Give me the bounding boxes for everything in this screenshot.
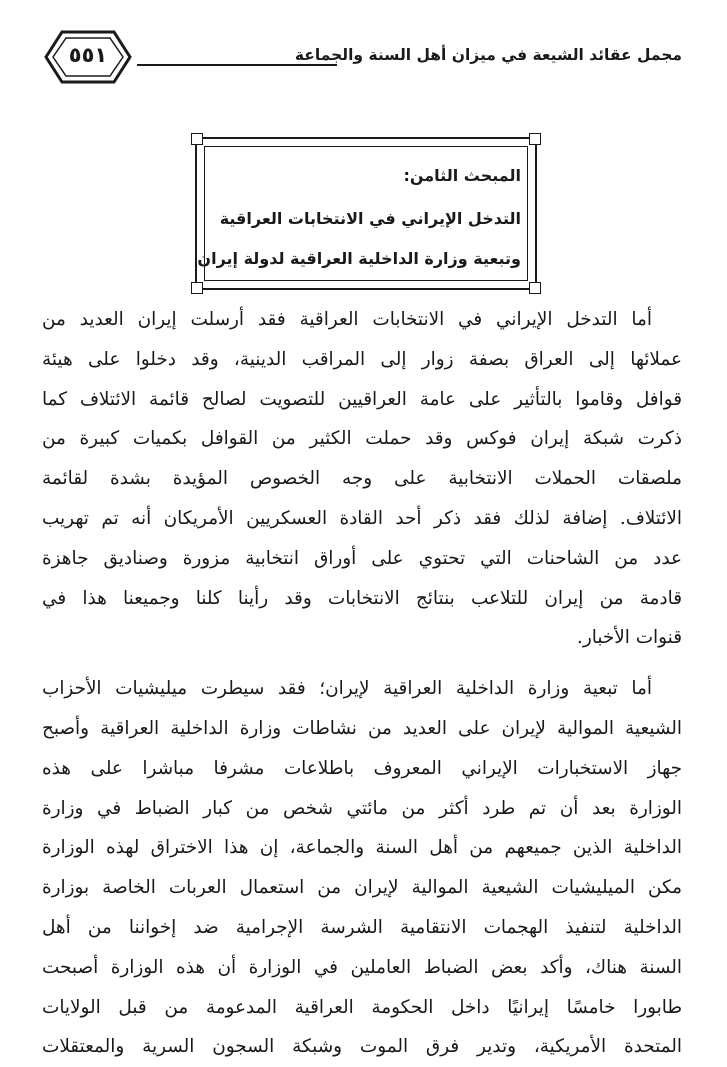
header-rule — [137, 64, 337, 66]
text-line: مكن الميليشيات الشيعية الموالية لإيران من استعمال العربات الخاصة بوزارة — [42, 877, 682, 899]
section-title-line-2: وتبعية وزارة الداخلية العراقية لدولة إيران — [197, 249, 521, 268]
text-line: المتحدة الأمريكية، وتدير فرق الموت وشبكة السجون السرية والمعتقلات — [42, 1036, 682, 1058]
text-line: ذكرت شبكة إيران فوكس وقد حملت الكثير من القوافل بكميات كبيرة من — [42, 428, 682, 450]
text-line: أما التدخل الإيراني في الانتخابات العراقية فقد أرسلت إيران العديد من — [42, 309, 652, 330]
section-heading-text — [197, 165, 521, 279]
text-line: الائتلاف. إضافة لذلك فقد ذكر أحد القادة العسكريين الأمريكان أنه تم تهريب — [42, 507, 682, 529]
text-line: عملائها إلى العراق بصفة زوار إلى المراقب الدينية، وقد دخلوا على هيئة — [42, 348, 682, 370]
text-line: ملصقات الحملات الانتخابية على وجه الخصوص المؤيدة بشدة لقائمة — [42, 468, 682, 490]
frame-corner-ornament — [529, 133, 541, 145]
text-line: السنة هناك، وأكد بعض الضباط العاملين في الوزارة أن هذه الوزارة أصبحت — [42, 956, 682, 978]
section-label: المبحث الثامن: — [403, 166, 521, 185]
frame-corner-ornament — [529, 282, 541, 294]
page-header — [42, 28, 682, 98]
text-line: قوافل وقاموا بالتأثير على عامة العراقيين للتصويت لصالح قائمة الائتلاف كما — [42, 388, 682, 410]
frame-corner-ornament — [191, 282, 203, 294]
text-line: الداخلية لتنفيذ الهجمات الانتقامية الشرسة الإجرامية ضد إخواننا من أهل — [42, 916, 682, 938]
page-number: ٥٥١ — [68, 43, 108, 67]
text-line: الوزارة بعد أن تم طرد أكثر من مائتي شخص من كبار الضباط في وزارة — [42, 797, 682, 819]
text-line: أما تبعية وزارة الداخلية العراقية لإيران؛ فقد سيطرت ميليشيات الأحزاب — [42, 678, 652, 700]
body-text — [42, 300, 682, 1067]
paragraph-1 — [42, 300, 682, 658]
text-line: طابورا خامسًا إيرانيًا داخل الحكومة العراقية المدعومة من قبل الولايات — [42, 996, 682, 1018]
text-line: قادمة من إيران للتلاعب بنتائج الانتخابات وقد رأينا كلنا وجميعنا هذا في — [42, 587, 682, 609]
frame-corner-ornament — [191, 133, 203, 145]
text-line: قنوات الأخبار. — [577, 627, 682, 649]
text-line: عدد من الشاحنات التي تحتوي على أوراق انتخابية مزورة وصناديق جاهزة — [42, 547, 682, 569]
page-number-badge — [42, 28, 134, 86]
text-line: الداخلية الذين جميعهم من أهل السنة والجماعة، إن هذا الاختراق لهذه الوزارة — [42, 837, 682, 859]
text-line: الشيعية الموالية لإيران على العديد من نشاطات وزارة الداخلية العراقية وأصبح — [42, 717, 682, 739]
section-heading-box — [195, 137, 537, 290]
paragraph-2 — [42, 669, 682, 1067]
running-title: مجمل عقائد الشيعة في ميزان أهل السنة والجماعة — [294, 46, 682, 64]
text-line: جهاز الاستخبارات الإيراني المعروف باطلاعات مشرفا مباشرا على هذه — [42, 757, 682, 779]
section-title-line-1: التدخل الإيراني في الانتخابات العراقية — [219, 209, 521, 228]
